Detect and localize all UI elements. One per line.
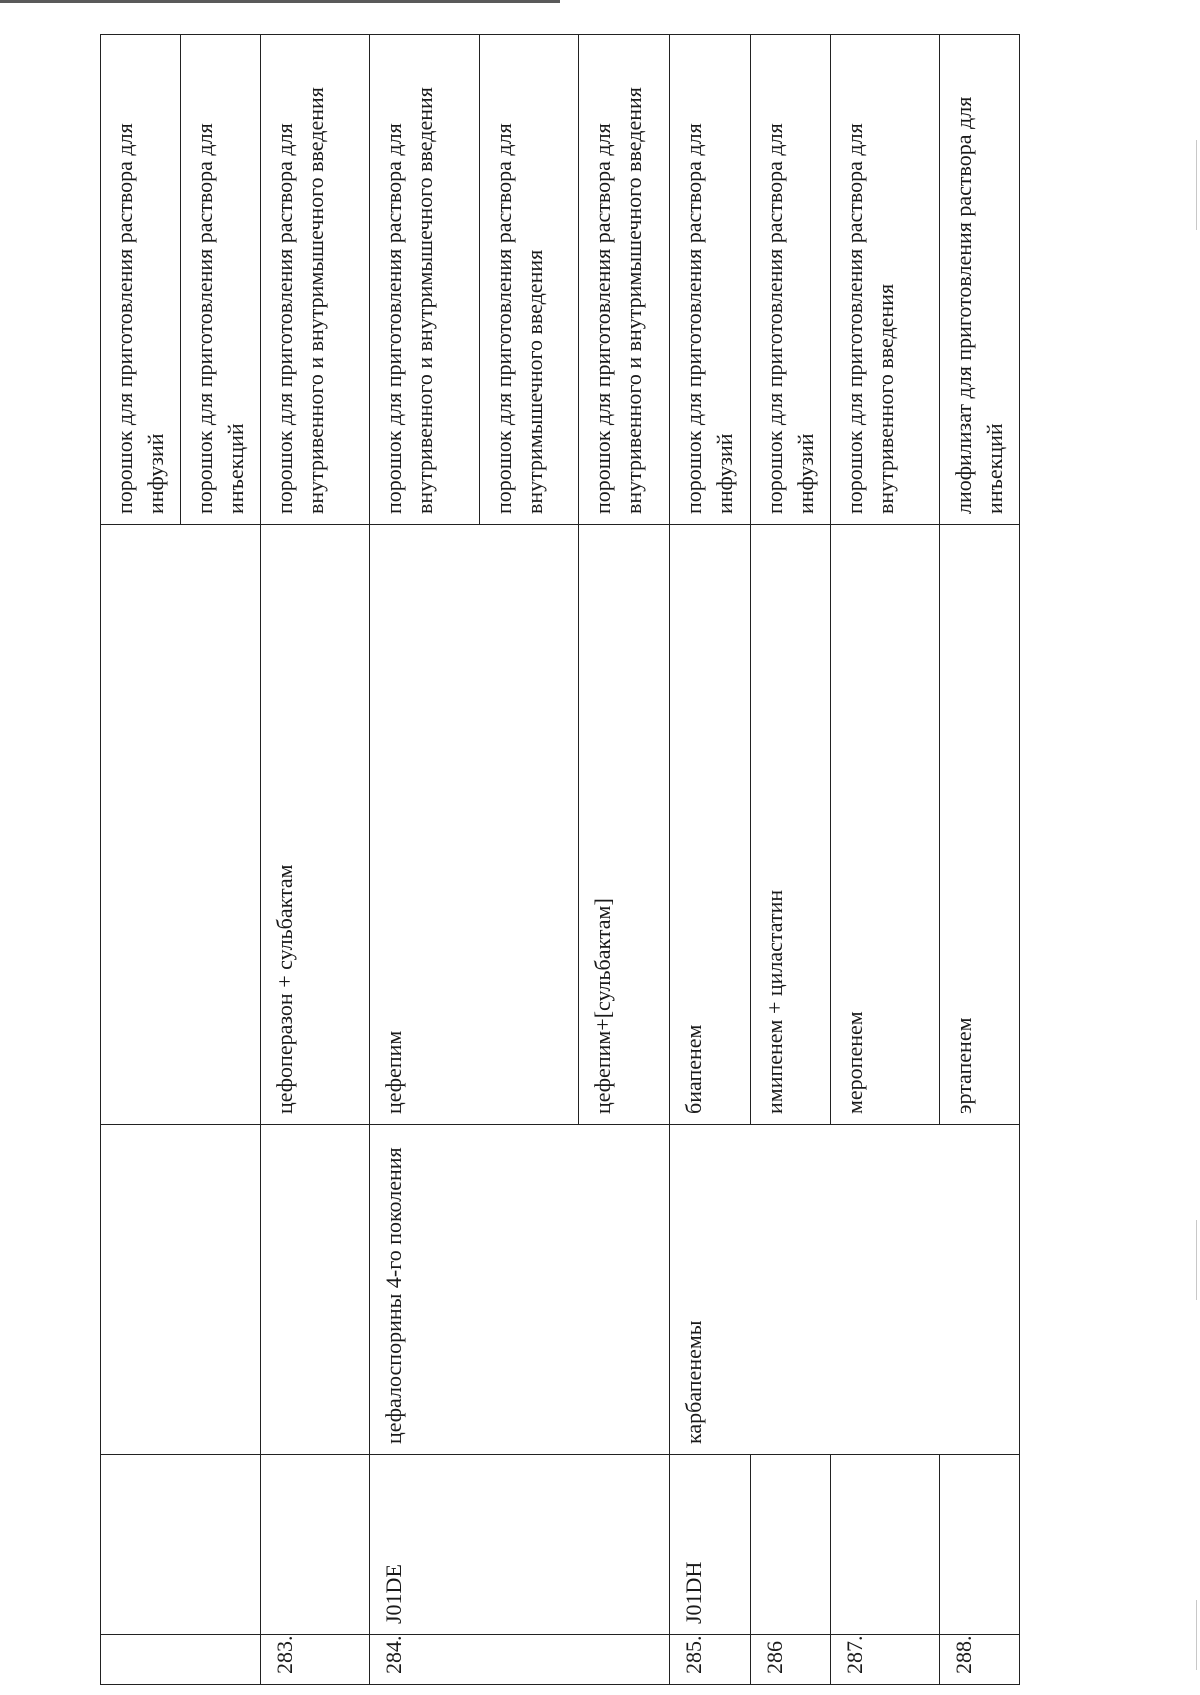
num-cell: 283. xyxy=(260,1635,369,1685)
group-cell: цефалоспорины 4-го поколения xyxy=(370,1125,670,1455)
drug-cell: имипенем + циластатин xyxy=(750,525,830,1125)
form-cell: порошок для приготовления раствора для инфузий xyxy=(750,35,830,525)
code-cell: J01DE xyxy=(370,1455,670,1635)
form-cell: порошок для приготовления раствора для внутривенного введения xyxy=(830,35,939,525)
code-cell: J01DH xyxy=(669,1455,750,1635)
drug-table xyxy=(100,34,1020,1685)
drug-cell: биапенем xyxy=(669,525,750,1125)
drug-cell xyxy=(101,525,261,1125)
group-cell: карбапенемы xyxy=(669,1125,1019,1455)
num-cell xyxy=(101,1635,261,1685)
scan-edge-right xyxy=(1196,1600,1197,1670)
table-row xyxy=(669,35,750,1685)
num-cell: 287. xyxy=(830,1635,939,1685)
form-cell: порошок для приготовления раствора для внутривенного и внутримышечного введения xyxy=(370,35,479,525)
drug-cell: эртапенем xyxy=(939,525,1019,1125)
drug-cell: цефепим+[сульбактам] xyxy=(578,525,669,1125)
form-cell: порошок для приготовления раствора для внутривенного и внутримышечного введения xyxy=(578,35,669,525)
table-row xyxy=(260,35,369,1685)
code-cell xyxy=(939,1455,1019,1635)
scan-edge-right xyxy=(1196,1220,1197,1300)
drug-cell: цефепим xyxy=(370,525,578,1125)
rotated-page xyxy=(100,35,1020,1685)
code-cell xyxy=(750,1455,830,1635)
table-row xyxy=(370,35,479,1685)
form-cell: порошок для приготовления раствора для инъекций xyxy=(180,35,260,525)
form-cell: порошок для приготовления раствора для внутривенного и внутримышечного введения xyxy=(260,35,369,525)
num-cell: 286 xyxy=(750,1635,830,1685)
code-cell xyxy=(830,1455,939,1635)
scan-edge-top xyxy=(0,0,560,3)
form-cell: порошок для приготовления раствора для инфузий xyxy=(101,35,181,525)
group-cell xyxy=(101,1125,261,1455)
num-cell: 285. xyxy=(669,1635,750,1685)
drug-cell: меропенем xyxy=(830,525,939,1125)
code-cell xyxy=(101,1455,261,1635)
num-cell: 284. xyxy=(370,1635,670,1685)
form-cell: лиофилизат для приготовления раствора для инъекций xyxy=(939,35,1019,525)
form-cell: порошок для приготовления раствора для внутримышечного введения xyxy=(479,35,578,525)
form-cell: порошок для приготовления раствора для инфузий xyxy=(669,35,750,525)
table-row xyxy=(101,35,181,1685)
code-cell xyxy=(260,1455,369,1635)
num-cell: 288. xyxy=(939,1635,1019,1685)
scan-edge-right xyxy=(1196,140,1197,230)
group-cell xyxy=(260,1125,369,1455)
drug-cell: цефоперазон + сульбактам xyxy=(260,525,369,1125)
